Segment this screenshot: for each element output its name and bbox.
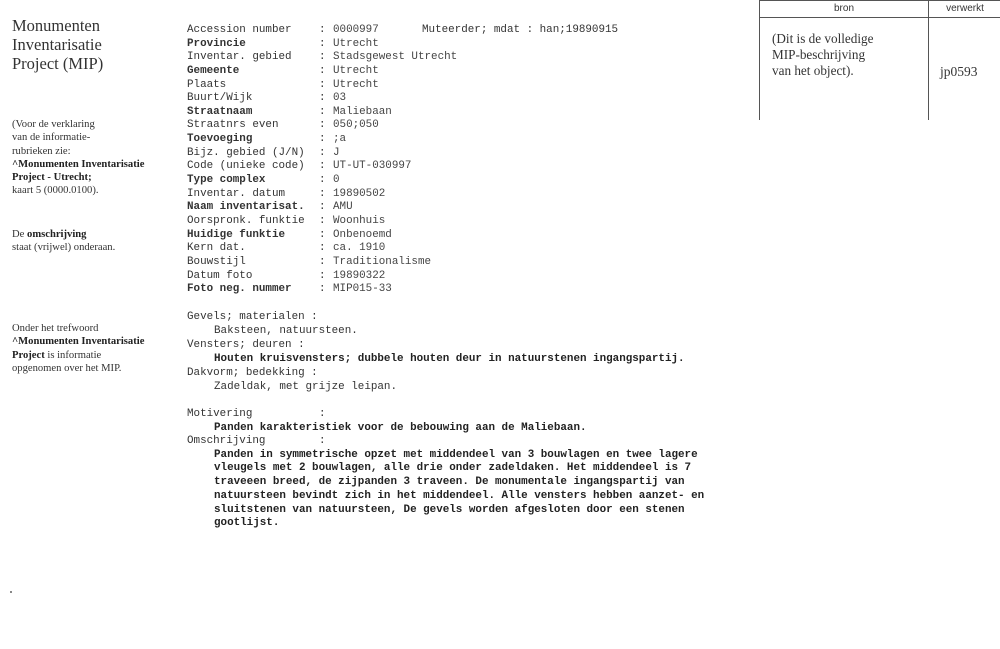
- field-value: Onbenoemd: [333, 228, 392, 241]
- section-heading: Motivering: [187, 408, 253, 420]
- verwerkt-cell: jp0593: [940, 64, 978, 79]
- field-label: Buurt/Wijk: [187, 92, 253, 105]
- note-text: Onder het trefwoord: [12, 323, 99, 334]
- field-value: MIP015-33: [333, 283, 392, 296]
- field-label: Bijz. gebied (J/N): [187, 146, 305, 159]
- field-value: Stadsgewest Utrecht: [333, 51, 458, 64]
- field-value: 0: [333, 174, 340, 187]
- muteerder-field: Muteerder; mdat : han;19890915: [422, 24, 619, 36]
- field-label: Accession number: [187, 24, 292, 36]
- section-text: Panden karakteristiek voor de bebouwing aan de Maliebaan.: [214, 421, 587, 434]
- omschrijving-line: Panden in symmetrische opzet met middendeel van 3 bouwlagen en twee lagere: [214, 448, 698, 461]
- note-keyword: omschrijving: [27, 229, 87, 240]
- field-colon: :: [319, 37, 326, 50]
- field-label: Kern dat.: [187, 242, 246, 255]
- field-colon: :: [319, 255, 326, 268]
- omschrijving-line: vleugels met 2 bouwlagen, alle drie onder zadeldaken. Het middendeel is 7: [214, 462, 692, 475]
- field-label: Huidige funktie: [187, 228, 286, 241]
- note-text: staat (vrijwel) onderaan.: [12, 242, 116, 254]
- field-label: Datum foto: [187, 269, 253, 282]
- omschrijving-line: sluitstenen van natuursteen, De gevels worden afgesloten door een stenen: [214, 503, 685, 516]
- field-label: Oorspronk. funktie: [187, 214, 305, 227]
- field-value: 19890322: [333, 269, 386, 282]
- bron-line: (Dit is de volledige: [772, 31, 874, 46]
- field-value: Utrecht: [333, 37, 379, 50]
- field-value: 03: [333, 92, 347, 105]
- field-colon: :: [319, 64, 326, 77]
- field-value: 050;050: [333, 119, 379, 132]
- section-text: Baksteen, natuursteen.: [214, 324, 358, 337]
- section-heading: Omschrijving: [187, 435, 266, 447]
- field-value: ca. 1910: [333, 242, 386, 255]
- field-colon: :: [319, 105, 326, 118]
- field-label: Naam inventarisat.: [187, 201, 305, 214]
- field-value: 0000997: [333, 24, 379, 36]
- note-text: is informatie: [44, 349, 102, 361]
- omschrijving-text: [187, 449, 704, 531]
- field-label: Straatnrs even: [187, 119, 279, 132]
- note-text: kaart 5 (0000.0100).: [12, 185, 99, 197]
- field-colon: :: [319, 214, 326, 227]
- field-colon: :: [319, 119, 326, 132]
- field-label: Type complex: [187, 174, 266, 187]
- field-label: Provincie: [187, 37, 246, 50]
- sidebar-title-line: Project (MIP): [12, 54, 104, 73]
- field-value: Woonhuis: [333, 214, 386, 227]
- field-colon: :: [319, 133, 326, 146]
- bron-line: van het object).: [772, 63, 854, 78]
- field-colon: :: [319, 160, 326, 173]
- note-reference: Project: [12, 349, 45, 361]
- omschrijving-section: [187, 435, 704, 531]
- sidebar-note-explanation: [12, 118, 172, 198]
- field-colon: :: [319, 187, 326, 200]
- note-reference: Project - Utrecht;: [12, 172, 92, 184]
- section-text: Zadeldak, met grijze leipan.: [214, 380, 397, 393]
- scan-speck: [10, 591, 12, 593]
- field-colon: :: [319, 269, 326, 282]
- sidebar-title: [12, 16, 172, 73]
- table-border: [928, 0, 929, 120]
- field-label: Code (unieke code): [187, 160, 305, 173]
- field-label: Gemeente: [187, 64, 240, 77]
- table-header-bron: bron: [833, 3, 854, 14]
- field-value: UT-UT-030997: [333, 160, 412, 173]
- field-colon: :: [319, 146, 326, 159]
- field-label: Plaats: [187, 78, 227, 91]
- section-heading: Dakvorm; bedekking :: [187, 367, 318, 379]
- field-colon: :: [319, 174, 326, 187]
- note-text: (Voor de verklaring: [12, 119, 95, 130]
- field-value: 19890502: [333, 187, 386, 200]
- field-label: Inventar. gebied: [187, 51, 292, 64]
- section-heading: Vensters; deuren :: [187, 339, 305, 351]
- note-text: rubrieken zie:: [12, 145, 71, 157]
- sidebar-title-line: Inventarisatie: [12, 35, 102, 54]
- field-label: Toevoeging: [187, 133, 253, 146]
- field-colon: :: [319, 92, 326, 105]
- sidebar-note-mip: [12, 322, 172, 375]
- gevels-section: [187, 311, 358, 338]
- field-value: Traditionalisme: [333, 255, 432, 268]
- sidebar-title-line: Monumenten: [12, 16, 100, 35]
- field-value: J: [333, 146, 340, 159]
- motivering-section: [187, 408, 587, 435]
- table-border: [760, 17, 1000, 18]
- sidebar-note-omschrijving: [12, 228, 172, 255]
- field-value: AMU: [333, 201, 353, 214]
- field-colon: :: [319, 228, 326, 241]
- section-heading: Gevels; materialen :: [187, 311, 318, 323]
- bron-cell: [772, 31, 922, 79]
- field-colon: :: [319, 242, 326, 255]
- field-label: Inventar. datum: [187, 187, 286, 200]
- field-value: Utrecht: [333, 78, 379, 91]
- dakvorm-section: [187, 367, 397, 394]
- field-label: Straatnaam: [187, 105, 253, 118]
- note-text: opgenomen over het MIP.: [12, 362, 122, 374]
- field-colon: :: [319, 24, 326, 36]
- bron-line: MIP-beschrijving: [772, 47, 866, 62]
- field-label: Bouwstijl: [187, 255, 246, 268]
- omschrijving-line: natuursteen bevindt zich in het middendeel. Alle vensters hebben aanzet- en: [214, 489, 705, 502]
- field-value: Maliebaan: [333, 105, 392, 118]
- table-border: [760, 0, 1000, 1]
- note-text: van de informatie-: [12, 132, 91, 144]
- omschrijving-line: gootlijst.: [214, 517, 280, 530]
- section-colon: :: [319, 408, 326, 420]
- note-reference: ^Monumenten Inventarisatie: [12, 336, 145, 348]
- bron-verwerkt-table: [759, 0, 1000, 120]
- vensters-section: [187, 339, 685, 366]
- field-colon: :: [319, 78, 326, 91]
- field-label: Foto neg. nummer: [187, 283, 292, 296]
- section-text: Houten kruisvensters; dubbele houten deur in natuurstenen ingangspartij.: [214, 352, 685, 365]
- field-colon: :: [319, 51, 326, 64]
- field-value: ;a: [333, 133, 347, 146]
- omschrijving-line: traveeen breed, de zijpanden 3 traveen. De monumentale ingangspartij van: [214, 476, 685, 489]
- field-colon: :: [319, 201, 326, 214]
- field-value: Utrecht: [333, 64, 379, 77]
- note-text: De: [12, 229, 28, 240]
- table-header-verwerkt: verwerkt: [946, 3, 984, 14]
- field-colon: :: [319, 283, 326, 296]
- note-reference: ^Monumenten Inventarisatie: [12, 158, 145, 170]
- section-colon: :: [319, 435, 326, 447]
